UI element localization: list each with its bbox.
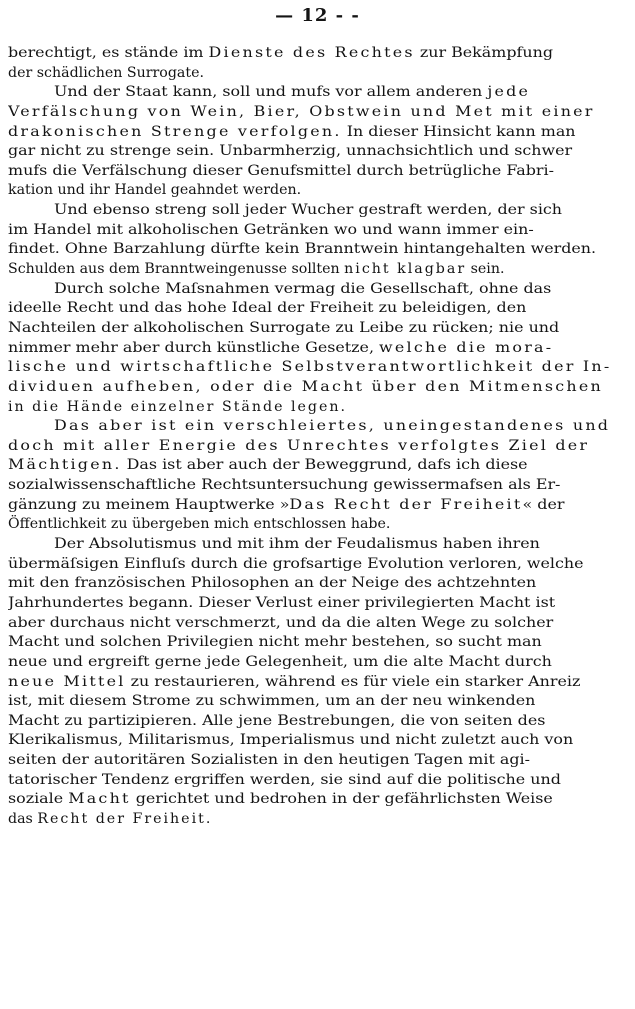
text-run: der schädlichen Surrogate.	[8, 64, 204, 81]
text-run: übermäſsigen Einfluſs durch die grofsartige Evolution verloren, welche	[8, 555, 584, 572]
text-line-content	[54, 535, 540, 555]
text-line	[8, 476, 624, 496]
text-run: gerichtet und bedrohen in der gefährlichsten Weise	[130, 791, 553, 808]
text-line-content	[8, 496, 564, 516]
text-run: Klerikalismus, Militarismus, Imperialismus und nicht zuletzt auch von	[8, 732, 574, 749]
text-line-content	[8, 260, 505, 280]
text-run: kation und ihr Handel geahndet werden.	[8, 182, 302, 199]
spaced-emphasis-text: Verfälschung von Wein, Bier, Obstwein und Met mit einer	[8, 103, 595, 120]
text-line-content	[8, 437, 589, 457]
text-line	[8, 535, 624, 555]
text-line	[8, 496, 624, 516]
text-run: das	[8, 810, 38, 827]
text-line	[8, 515, 624, 535]
text-line-content	[8, 515, 390, 535]
text-line	[8, 378, 624, 398]
text-line	[8, 103, 624, 123]
text-run: ist, mit diesem Strome zu schwimmen, um an der neu winkenden	[8, 693, 536, 710]
text-line-content	[8, 594, 555, 614]
text-line	[8, 673, 624, 693]
text-line-content	[8, 692, 535, 712]
text-run: « der	[522, 496, 565, 513]
text-run: soziale	[8, 791, 69, 808]
text-line	[8, 181, 624, 201]
text-line-content	[8, 319, 559, 339]
text-run: Nachteilen der alkoholischen Surrogate zu Leibe zu rücken; nie und	[8, 319, 560, 336]
text-line-content	[8, 64, 204, 84]
text-line-content	[8, 299, 526, 319]
text-run: berechtigt, es stände im	[8, 45, 209, 61]
text-line-content	[54, 280, 551, 300]
text-line	[8, 280, 624, 300]
text-line-content	[8, 633, 542, 653]
text-run: Der Absolutismus und mit ihm der Feudalismus haben ihren	[54, 536, 540, 553]
text-line	[8, 398, 624, 418]
text-line-content	[8, 123, 576, 143]
text-run: im Handel mit alkoholischen Getränken wo und wann immer ein-	[8, 221, 534, 238]
text-line	[8, 417, 624, 437]
text-line-content	[8, 398, 347, 418]
text-run: ideelle Recht und das hohe Ideal der Freiheit zu beleidigen, den	[8, 300, 527, 317]
text-line	[8, 692, 624, 712]
text-line	[8, 731, 624, 751]
text-run: aber durchaus nicht verschmerzt, und da die alten Wege zu solcher	[8, 614, 554, 631]
text-line	[8, 790, 624, 810]
text-line	[8, 319, 624, 339]
text-line	[8, 712, 624, 732]
text-line	[8, 574, 624, 594]
text-line	[8, 771, 624, 791]
spaced-emphasis-text: lische und wirtschaftliche Selbstverantwortlichkeit der In-	[8, 359, 612, 376]
text-line-content	[8, 731, 573, 751]
text-run: neue und ergreift gerne jede Gelegenheit, um die alte Macht durch	[8, 653, 552, 670]
text-line-content	[8, 712, 545, 732]
text-run: nimmer mehr aber durch künstliche Gesetze,	[8, 339, 380, 356]
spaced-emphasis-text: nicht klagbar	[344, 261, 467, 278]
spaced-emphasis-text: Macht	[68, 791, 131, 808]
spaced-emphasis-text: drakonischen Strenge verfolgen.	[8, 123, 342, 140]
text-line	[8, 44, 624, 64]
text-run: Durch solche Maſsnahmen vermag die Gesellschaft, ohne das	[54, 280, 552, 297]
text-run: zu restaurieren, während es für viele ein starker Anreiz	[125, 673, 581, 690]
text-line	[8, 358, 624, 378]
text-line	[8, 339, 624, 359]
spaced-emphasis-text: Mächtigen.	[8, 457, 122, 474]
text-run: mit den französischen Philosophen an der Neige des achtzehnten	[8, 575, 537, 592]
text-line-content	[8, 555, 584, 575]
text-line-content	[8, 614, 553, 634]
text-run: zur Bekämpfung	[414, 45, 554, 61]
text-run: Jahrhundertes begann. Dieser Verlust einer privilegierten Macht ist	[8, 594, 556, 611]
text-line	[8, 299, 624, 319]
text-line	[8, 64, 624, 84]
text-line	[8, 633, 624, 653]
text-line	[8, 162, 624, 182]
text-line-content	[8, 162, 554, 182]
text-line-content	[8, 574, 536, 594]
spaced-emphasis-text: Recht der Freiheit	[37, 810, 206, 827]
text-line	[8, 751, 624, 771]
text-line	[8, 594, 624, 614]
text-line-content	[8, 44, 553, 64]
text-line-content	[8, 673, 580, 693]
text-run: mufs die Verfälschung dieser Genufsmittel durch betrügliche Fabri-	[8, 162, 554, 179]
spaced-emphasis-text: in die Hände einzelner Stände legen.	[8, 398, 348, 415]
spaced-emphasis-text: doch mit aller Energie des Unrechtes verfolgtes Ziel der	[8, 437, 590, 454]
spaced-emphasis-text: neue Mittel	[8, 673, 126, 690]
text-line	[8, 260, 624, 280]
text-run: Das ist aber auch der Beweggrund, dafs ich diese	[121, 457, 528, 474]
text-line-content	[8, 456, 528, 476]
text-line-content	[8, 653, 552, 673]
text-line	[8, 240, 624, 260]
text-run: Macht zu partizipieren. Alle jene Bestrebungen, die von seiten des	[8, 712, 546, 729]
text-line-content	[8, 771, 561, 791]
text-line-content	[8, 358, 611, 378]
text-line	[8, 653, 624, 673]
text-line	[8, 123, 624, 143]
text-run: Schulden aus dem Branntweingenusse sollten	[8, 261, 345, 278]
text-run: sein.	[466, 261, 505, 278]
spaced-emphasis-text: welche die mora-	[379, 339, 554, 356]
text-run: findet. Ohne Barzahlung dürfte kein Branntwein hintangehalten werden.	[8, 241, 597, 258]
text-run: Und der Staat kann, soll und mufs vor allem anderen	[54, 84, 488, 101]
text-line-content	[8, 240, 596, 260]
text-line	[8, 614, 624, 634]
spaced-emphasis-text: Das aber ist ein verschleiertes, uneingestandenes und	[54, 418, 611, 435]
text-line	[8, 810, 624, 830]
text-line-content	[54, 83, 530, 103]
text-line-content	[8, 142, 572, 162]
text-line	[8, 555, 624, 575]
text-run: tatorischer Tendenz ergriffen werden, sie sind auf die politische und	[8, 771, 561, 788]
text-run: sozialwissenschaftliche Rechtsuntersuchung gewissermafsen als Er-	[8, 477, 561, 494]
text-line-content	[8, 476, 560, 496]
text-line-content	[8, 181, 301, 201]
text-line-content	[8, 790, 553, 810]
spaced-emphasis-text: dividuen aufheben, oder die Macht über den Mitmenschen	[8, 378, 603, 395]
text-run: In dieser Hinsicht kann man	[341, 123, 576, 140]
spaced-emphasis-text: jede	[487, 84, 531, 101]
spaced-emphasis-text: Das Recht der Freiheit	[289, 496, 523, 513]
text-run: gar nicht zu strenge sein. Unbarmherzig, unnachsichtlich und schwer	[8, 143, 573, 160]
text-line-content	[54, 417, 610, 437]
text-line-content	[8, 810, 210, 830]
text-run: Macht und solchen Privilegien nicht mehr bestehen, so sucht man	[8, 634, 542, 651]
page-body-text	[8, 44, 624, 830]
text-line-content	[8, 378, 603, 398]
text-line	[8, 221, 624, 241]
text-run: Öffentlichkeit zu übergeben mich entschlossen habe.	[8, 516, 391, 533]
spaced-emphasis-text: Dienste des Rechtes	[208, 45, 415, 61]
text-line-content	[8, 751, 530, 771]
text-line	[8, 456, 624, 476]
text-run: gänzung zu meinem Hauptwerke »	[8, 496, 290, 513]
text-line-content	[54, 201, 562, 221]
text-run: Und ebenso streng soll jeder Wucher gestraft werden, der sich	[54, 202, 563, 219]
text-line-content	[8, 221, 534, 241]
text-run: seiten der autoritären Sozialisten in den heutigen Tagen mit agi-	[8, 752, 531, 769]
text-line-content	[8, 339, 553, 359]
text-line	[8, 437, 624, 457]
page-number-header: — 12 - -	[275, 5, 360, 26]
text-run: .	[205, 810, 211, 827]
text-line	[8, 201, 624, 221]
text-line	[8, 83, 624, 103]
text-line	[8, 142, 624, 162]
text-line-content	[8, 103, 595, 123]
